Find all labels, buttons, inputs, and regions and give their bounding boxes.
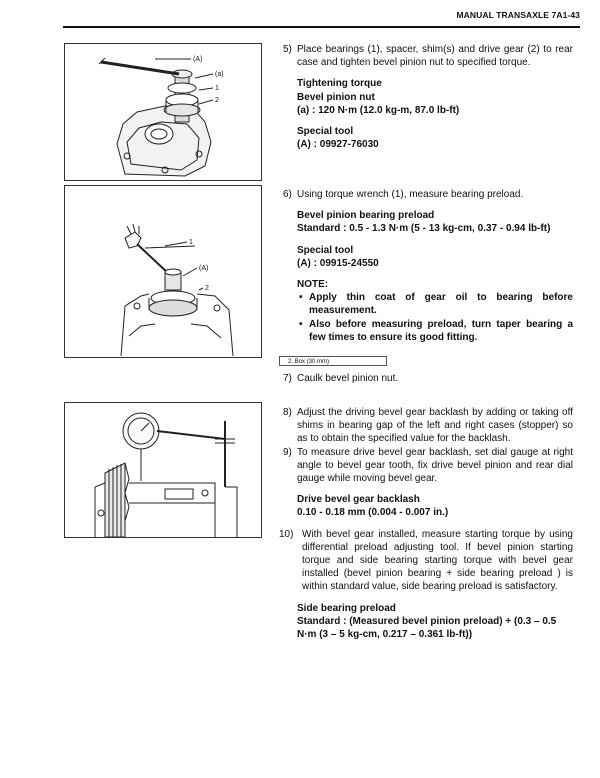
text-column-step8 bbox=[279, 406, 573, 641]
bearing-preload-illustration bbox=[65, 186, 261, 357]
step-10-spec-heading: Side bearing preload bbox=[297, 602, 396, 614]
step-10-specs bbox=[283, 602, 573, 642]
text-column bbox=[283, 43, 573, 151]
fig1-label-2: 2 bbox=[215, 97, 219, 104]
step-9: 9) To measure drive bevel gear backlash, set dial gauge at right angle to bevel gear tooth, fix drive bevel pinion and rear dial gauge while moving bevel gear. bbox=[283, 446, 573, 485]
step-5-torque-item: Bevel pinion nut bbox=[297, 91, 375, 103]
note-item: • Also before measuring preload, turn taper bearing a few times to ensure its good fitting. bbox=[299, 318, 573, 343]
figure-caption: 2. Box (30 mm) bbox=[279, 356, 387, 366]
fig1-label-a: (a) bbox=[215, 71, 224, 78]
step-8: 8) Adjust the driving bevel gear backlash by adding or taking off shims in bearing gap of the left and right cases (stopper) so as to obtain the specified value for the backlash. bbox=[283, 407, 573, 445]
step-5-tool-value: (A) : 09927-76030 bbox=[297, 139, 379, 151]
figure-bearing-preload bbox=[64, 185, 262, 358]
step-7: 7) Caulk bevel pinion nut. bbox=[283, 373, 399, 384]
step-10-spec-value: Standard : (Measured bevel pinion preload) + (0.3 – 0.5 N·m (3 – 5 kg-cm, 0.217 – 0.361 lb-ft)) bbox=[297, 615, 557, 641]
fig1-label-A: (A) bbox=[193, 56, 203, 63]
step-6-tool-value: (A) : 09915-24550 bbox=[297, 257, 379, 269]
figure-bearing-installation bbox=[64, 43, 262, 181]
note-item: • Apply thin coat of gear oil to bearing before measurement. bbox=[299, 292, 573, 317]
step-6-spec-value: Standard : 0.5 - 1.3 N·m (5 - 13 kg-cm, 0.37 - 0.94 lb-ft) bbox=[297, 223, 551, 235]
step-6-spec-heading: Bevel pinion bearing preload bbox=[297, 210, 435, 222]
backlash-measurement-illustration bbox=[65, 403, 261, 537]
step-9-spec-value: 0.10 - 0.18 mm (0.004 - 0.007 in.) bbox=[297, 507, 449, 519]
step-5: 5) Place bearings (1), spacer, shim(s) and drive gear (2) to rear case and tighten bevel pinion nut to specified torque. bbox=[283, 44, 573, 69]
step-9-specs bbox=[283, 493, 573, 519]
step-9-spec-heading: Drive bevel gear backlash bbox=[297, 494, 420, 506]
step-6-tool-heading: Special tool bbox=[297, 244, 354, 256]
fig1-label-1: 1 bbox=[215, 85, 219, 92]
figure-backlash-measurement bbox=[64, 402, 262, 538]
step-6: 6) Using torque wrench (1), measure bearing preload. bbox=[283, 189, 524, 200]
fig2-label-A: (A) bbox=[199, 265, 209, 272]
page-title: MANUAL TRANSAXLE 7A1-43 bbox=[456, 10, 580, 20]
step-5-tool-heading: Special tool bbox=[297, 126, 354, 138]
text-column-step7 bbox=[283, 372, 573, 385]
fig2-label-1: 1 bbox=[189, 239, 193, 246]
step-5-specs bbox=[283, 77, 573, 151]
text-column-step6 bbox=[283, 188, 573, 344]
fig2-label-2: 2 bbox=[205, 285, 209, 292]
step-5-torque-heading: Tightening torque bbox=[297, 78, 382, 90]
step-10: 10) With bevel gear installed, measure starting torque by using differential preload adjusting tool. If bevel pinion starting torque and side bearing starting torque with bevel gear installed (bevel pinion bearing + side bearing preload ) is within standard value, side bearing preload is satisfactory. bbox=[279, 528, 573, 593]
header-rule bbox=[63, 26, 580, 28]
note-list bbox=[297, 291, 573, 344]
note-heading: NOTE: bbox=[297, 279, 329, 291]
bearing-installation-illustration bbox=[65, 44, 261, 180]
step-5-torque-value: (a) : 120 N·m (12.0 kg-m, 87.0 lb-ft) bbox=[297, 104, 460, 116]
page-header bbox=[0, 10, 600, 30]
step-6-specs bbox=[283, 209, 573, 344]
